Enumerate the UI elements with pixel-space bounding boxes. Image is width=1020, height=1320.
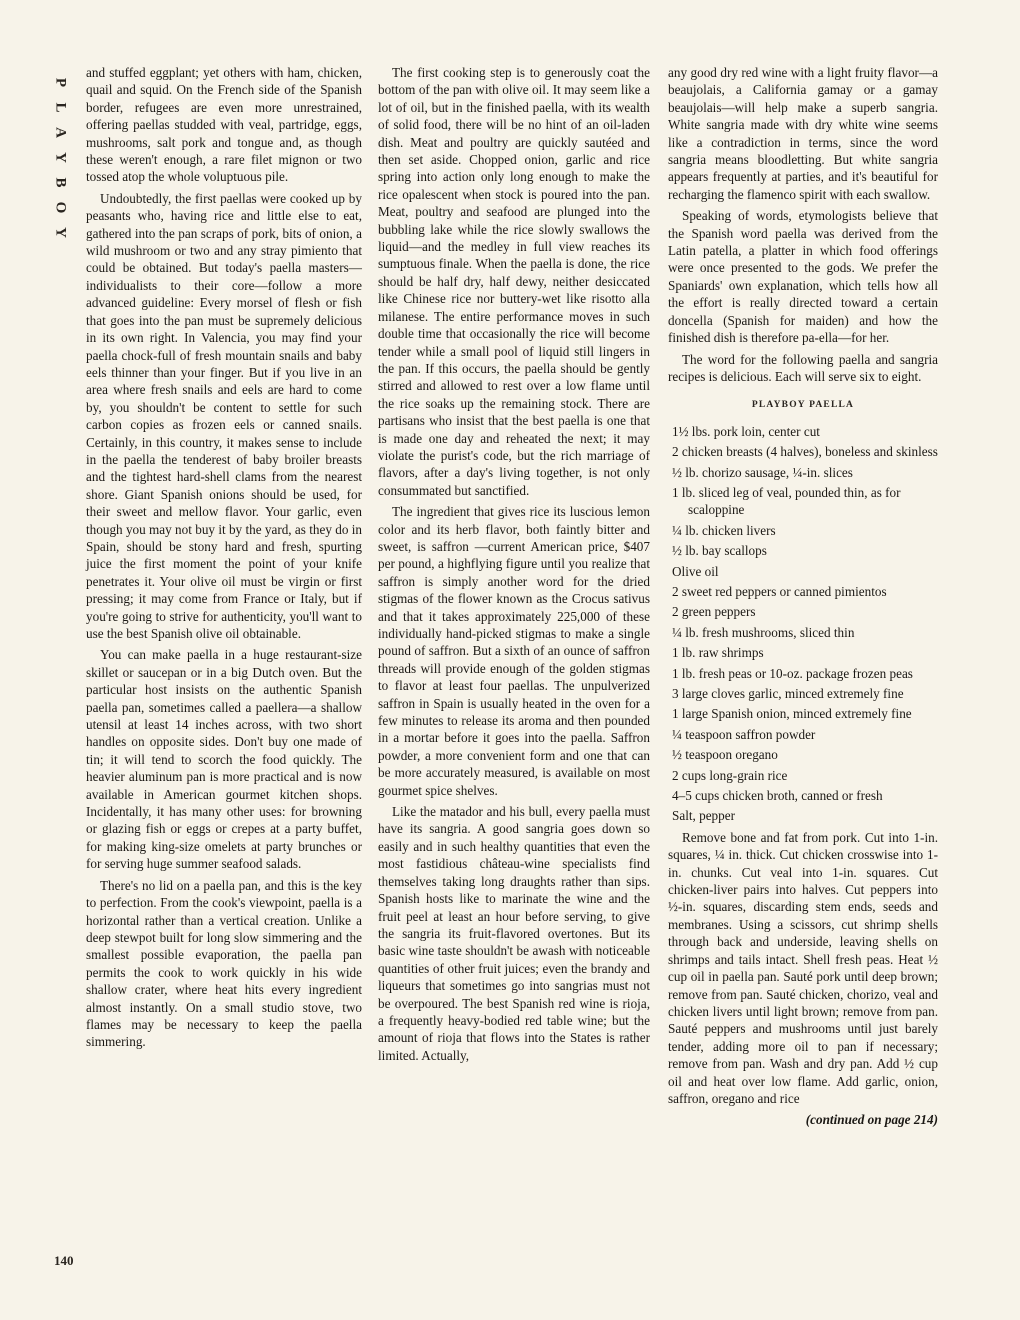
article-column-1 <box>86 64 362 1055</box>
brand-letter: Y <box>52 152 69 163</box>
paragraph: Speaking of words, etymologists believe that the Spanish word paella was derived from the Latin patella, a platter in which food offerings were once presented to the gods. We prefer the Spaniards' own explanation, which tells how all the effort is really directed toward a certain doncella (Spanish for maiden) and how the finished dish is therefore pa-ella—for her. <box>668 208 938 346</box>
ingredient-item: 4–5 cups chicken broth, canned or fresh <box>672 788 883 804</box>
ingredient-item: 2 cups long-grain rice <box>672 767 788 783</box>
ingredient-item: ½ teaspoon oregano <box>672 747 778 763</box>
ingredient-list <box>668 423 938 825</box>
paragraph: Remove bone and fat from pork. Cut into 1-in. squares, ¼ in. thick. Cut chicken crosswise into 1-in. chunks. Cut veal into 1-in. squares. Cut chicken-liver pairs into halves. Cut peppers into ½-in. squares, discarding stem ends, seeds and membranes. Using a scissors, cut shrimp shells through back and underside, leaving shells on shrimps and tails intact. Shell fresh peas. Heat ½ cup oil in paella pan. Sauté pork until deep brown; remove from pan. Sauté chicken, chorizo, veal and chicken livers until light brown; remove from pan. Sauté peppers and mushrooms until just barely tender, adding more oil to pan if necessary; remove from pan. Wash and dry pan. Add ½ cup oil and heat over low flame. Add garlic, onion, saffron, oregano and rice <box>668 829 938 1106</box>
page-number: 140 <box>54 1253 74 1268</box>
ingredient-item: 1 lb. fresh peas or 10-oz. package frozen peas <box>672 665 913 681</box>
ingredient-item: Salt, pepper <box>672 808 735 824</box>
article-column-3 <box>668 64 938 1129</box>
paragraph: You can make paella in a huge restaurant-size skillet or saucepan or in a big Dutch oven. But the particular host insists on the authentic Spanish paella pan, sometimes called a paellera—a shallow utensil at least 14 inches across, with two short handles on opposite sides. Don't buy one made of tin; it will tend to scorch the food quickly. The heavier aluminum pan is more practical and is now available in American gourmet kitchen shops. Incidentally, it has many other uses: for browning or glazing fish or eggs or crepes at a party buffet, for making king-size omelets at party brunches or for serving huge summer seafood salads. <box>86 647 362 872</box>
ingredient-item: 1 large Spanish onion, minced extremely fine <box>672 706 912 722</box>
brand-letter: O <box>52 201 69 214</box>
brand-letter: P <box>52 77 69 88</box>
paragraph: any good dry red wine with a light fruity flavor—a beaujolais, a California gamay or a gamay beaujolais—will help make a superb sangria. White sangria made with dry white wine seems like a contradiction in terms, since the word sangria means bloodletting. But white sangria appears frequently at parties, and it's beautiful for recharging the flamenco spirit with each swallow. <box>668 65 938 202</box>
side-magazine-brand <box>46 74 74 249</box>
ingredient-item: ¼ teaspoon saffron powder <box>672 726 816 742</box>
paragraph: Undoubtedly, the first paellas were cooked up by peasants who, having rice and little else to eat, gathered into the pan scraps of pork, bits of onion, a wild mushroom or two and any stray pimiento that could be obtained. But today's paella masters—individualists to their core—follow a more advanced guideline: Every morsel of flesh or fish that goes into the pan must be supremely delicious in its own right. In Valencia, you may find your paella chock-full of fresh mountain snails and baby eels thinner than your finger. But if you live in an area where fresh snails and eels are hard to come by, you shouldn't be content to settle for such carbon copies as frozen eels or canned snails. Certainly, in this country, it makes sense to include in the paella the tenderest of baby broiler breasts and the tightest hard-shell clams from the nearest shore. Giant Spanish onions should be used, for their sweet and mellow flavor. Your garlic, even though you may not buy it by the yard, as they do in Spain, should be stony hard and fresh, spurting juice the first moment the point of your knife penetrates it. Your olive oil must be virgin or first pressing; it may come from France or Italy, but if you're going to strive for authenticity, you'll want to use the best Spanish olive oil obtainable. <box>86 190 362 641</box>
brand-letter: L <box>52 102 69 113</box>
ingredient-item: ½ lb. bay scallops <box>672 543 767 559</box>
paragraph: Like the matador and his bull, every paella must have its sangria. A good sangria goes down so easily and in such healthy quantities that even the most fastidious château-wine specialists find themselves taking long draughts rather than sips. Spanish hosts like to marinate the wine and the fruit peel at least an hour before serving, to give the sangria its fruit-flavored overtones. But its basic wine taste shouldn't be awash with noticeable quantities of other fruit juices; even the brandy and liqueurs that sometimes go into sangrias must not be overpoured. The best Spanish red wine is rioja, a frequently heavy-bodied red table wine; but the amount of rioja that flows into the States is rather limited. Actually, <box>378 804 650 1063</box>
ingredient-item: 3 large cloves garlic, minced extremely fine <box>672 686 904 701</box>
ingredient-item: ¼ lb. fresh mushrooms, sliced thin <box>672 624 855 640</box>
paragraph: and stuffed eggplant; yet others with ham, chicken, quail and squid. On the French side of the Spanish border, refugees are even more unrestrained, offering paellas studded with veal, partridge, eggs, mushrooms, salt pork and tongue and, as though these weren't enough, a rare filet mignon or two tossed atop the whole voluptuous pile. <box>86 65 362 185</box>
ingredient-item: Olive oil <box>672 563 719 579</box>
ingredient-item: 1 lb. raw shrimps <box>672 645 764 661</box>
ingredient-item: ¼ lb. chicken livers <box>672 522 776 538</box>
brand-letter: A <box>52 127 69 138</box>
paragraph: The word for the following paella and sangria recipes is delicious. Each will serve six to eight. <box>668 351 938 384</box>
paragraph: There's no lid on a paella pan, and this is the key to perfection. From the cook's viewpoint, paella is a horizontal rather than a vertical creation. Unlike a deep stewpot built for long slow simmering and the smallest possible evaporation, the paella pan permits the cook to work quickly in his wide shallow crater, where heat hits every ingredient almost instantly. On a small studio stove, two flames may be necessary to keep the paella simmering. <box>86 877 362 1050</box>
paragraph: The first cooking step is to generously coat the bottom of the pan with olive oil. It may seem like a lot of oil, but in the finished paella, with its wealth of solid food, there will be no hint of an oil-laden dish. Meat and poultry are quickly sautéed and then set aside. Chopped onion, garlic and rice spring into action only long enough to make the rice opalescent when stock is poured into the pan. Meat, poultry and seafood are plunged into the bubbling lake while the rice slowly swallows the liquid—and the medley in full view reaches its sumptuous finale. When the paella is done, the rice should be half dry, half dewy, neither desiccated like Chinese rice nor buttery-wet like risotto alla milanese. The entire performance moves in such double time that occasionally the rice will become tender while a small pool of liquid still lingers in the pan. If this occurs, the paella should be gently stirred and allowed to rest over a low flame until the rice soaks up the remaining stock. There are partisans who insist that the best paella is one that is made one day and reheated the next; it may violate the purist's code, but the rich marriage of flavors, after a day's living together, is not only consummated but sanctified. <box>378 65 650 498</box>
paragraph: The ingredient that gives rice its luscious lemon color and its herb flavor, both faintly bitter and sweet, is saffron —current American price, $407 per pound, a highflying figure until you realize that saffron is simply another word for the dried stigmas of the flower known as the Crocus sativus and that it takes approximately 225,000 of these individually hand-picked stigmas to make a single pound of saffron. But a sixth of an ounce of saffron threads will provide enough of the golden stigmas to flavor at least four paellas. The unpulverized saffron in Spain is usually heated in the oven for a few minutes to release its aroma and then pounded in a mortar before it goes into the paella. Saffron powder, a more convenient form and one that can be more accurately measured, is available on most gourmet spice shelves. <box>378 504 650 798</box>
ingredient-item: ½ lb. chorizo sausage, ¼-in. slices <box>672 464 853 480</box>
ingredient-item: 2 green peppers <box>672 604 756 620</box>
recipe-title: PLAYBOY PAELLA <box>751 400 855 411</box>
brand-letter: Y <box>52 227 69 238</box>
ingredient-item: 2 sweet red peppers or canned pimientos <box>672 583 887 599</box>
ingredient-item: 1½ lbs. pork loin, center cut <box>672 423 820 439</box>
ingredient-item: 1 lb. sliced leg of veal, pounded thin, as for scaloppine <box>672 484 901 518</box>
article-column-2 <box>378 64 650 1068</box>
brand-letter: B <box>52 177 69 188</box>
continued-note: (continued on page 214) <box>805 1112 938 1128</box>
ingredient-item: 2 chicken breasts (4 halves), boneless and skinless <box>672 444 938 460</box>
